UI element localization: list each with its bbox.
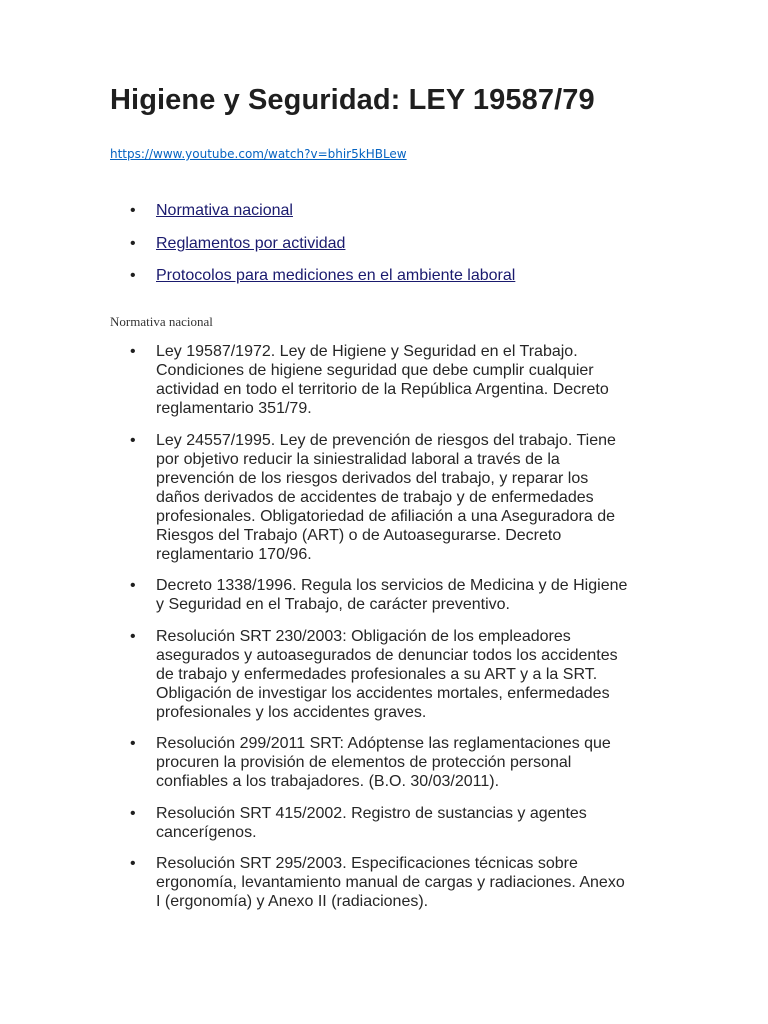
law-text-line: de trabajo y enfermedades profesionales a su ART y a la SRT.	[156, 665, 598, 683]
law-text-line: daños derivados de accidentes de trabajo y de enfermedades	[156, 488, 594, 506]
law-text-line: profesionales. Obligatoriedad de afiliación a una Aseguradora de	[156, 507, 615, 525]
nav-list-item	[130, 265, 515, 298]
law-text-line: asegurados y autoasegurados de denunciar todos los accidentes	[156, 646, 618, 664]
law-text-line: I (ergonomía) y Anexo II (radiaciones).	[156, 893, 429, 910]
law-text-line: Riesgos del Trabajo (ART) o de Autoasegurarse. Decreto	[156, 526, 562, 544]
law-text-line: ergonomía, levantamiento manual de cargas y radiaciones. Anexo	[156, 874, 625, 891]
law-list-item	[130, 576, 670, 614]
nav-link-normativa-nacional[interactable]: Normativa nacional	[156, 202, 293, 219]
page-title: Higiene y Seguridad: LEY 19587/79	[110, 84, 595, 116]
law-text-line: actividad en todo el territorio de la República Argentina. Decreto	[156, 381, 609, 398]
law-list-item	[130, 342, 670, 418]
youtube-link[interactable]: https://www.youtube.com/watch?v=bhir5kHBLew	[110, 147, 407, 161]
nav-link-reglamentos-por-actividad[interactable]: Reglamentos por actividad	[156, 234, 346, 252]
law-text-line: • Ley 24557/1995. Ley de prevención de riesgos del trabajo. Tiene	[156, 431, 616, 449]
law-text-line: profesionales y los accidentes graves.	[156, 703, 427, 721]
law-list	[130, 342, 670, 924]
law-text-line: confiables a los trabajadores. (B.O. 30/03/2011).	[156, 773, 500, 790]
nav-list-item	[130, 233, 515, 266]
law-text-line: • Resolución SRT 230/2003: Obligación de los empleadores	[156, 627, 571, 645]
law-text-line: y Seguridad en el Trabajo, de carácter preventivo.	[156, 596, 510, 613]
law-text-line: por objetivo reducir la siniestralidad laboral a través de la	[156, 450, 560, 468]
law-text-line: cancerígenos.	[156, 823, 257, 841]
law-list-item	[130, 804, 670, 842]
law-text-line: Obligación de investigar los accidentes mortales, enfermedades	[156, 684, 610, 702]
section-heading: Normativa nacional	[110, 314, 213, 329]
nav-link-protocolos-mediciones[interactable]: Protocolos para mediciones en el ambiente laboral	[156, 267, 516, 284]
law-text-line: • Resolución 299/2011 SRT: Adóptense las reglamentaciones que	[156, 735, 611, 752]
law-text-line: reglamentario 351/79.	[156, 400, 312, 417]
law-text-line: • Resolución SRT 415/2002. Registro de sustancias y agentes	[156, 804, 587, 822]
law-text-line: reglamentario 170/96.	[156, 545, 312, 563]
law-list-item	[130, 854, 670, 911]
law-text-line: • Ley 19587/1972. Ley de Higiene y Seguridad en el Trabajo.	[156, 343, 578, 360]
law-text-line: • Resolución SRT 295/2003. Especificaciones técnicas sobre	[156, 855, 578, 872]
law-text-line: prevención de los riesgos derivados del trabajo, y reparar los	[156, 469, 589, 487]
law-list-item	[130, 734, 670, 791]
law-text-line: procuren la provisión de elementos de protección personal	[156, 754, 572, 771]
law-text-line: Condiciones de higiene seguridad que debe cumplir cualquier	[156, 362, 594, 379]
nav-list-item	[130, 200, 515, 233]
section-nav-list	[130, 200, 515, 298]
law-list-item	[130, 431, 670, 564]
law-list-item	[130, 627, 670, 722]
law-text-line: • Decreto 1338/1996. Regula los servicios de Medicina y de Higiene	[156, 577, 628, 594]
